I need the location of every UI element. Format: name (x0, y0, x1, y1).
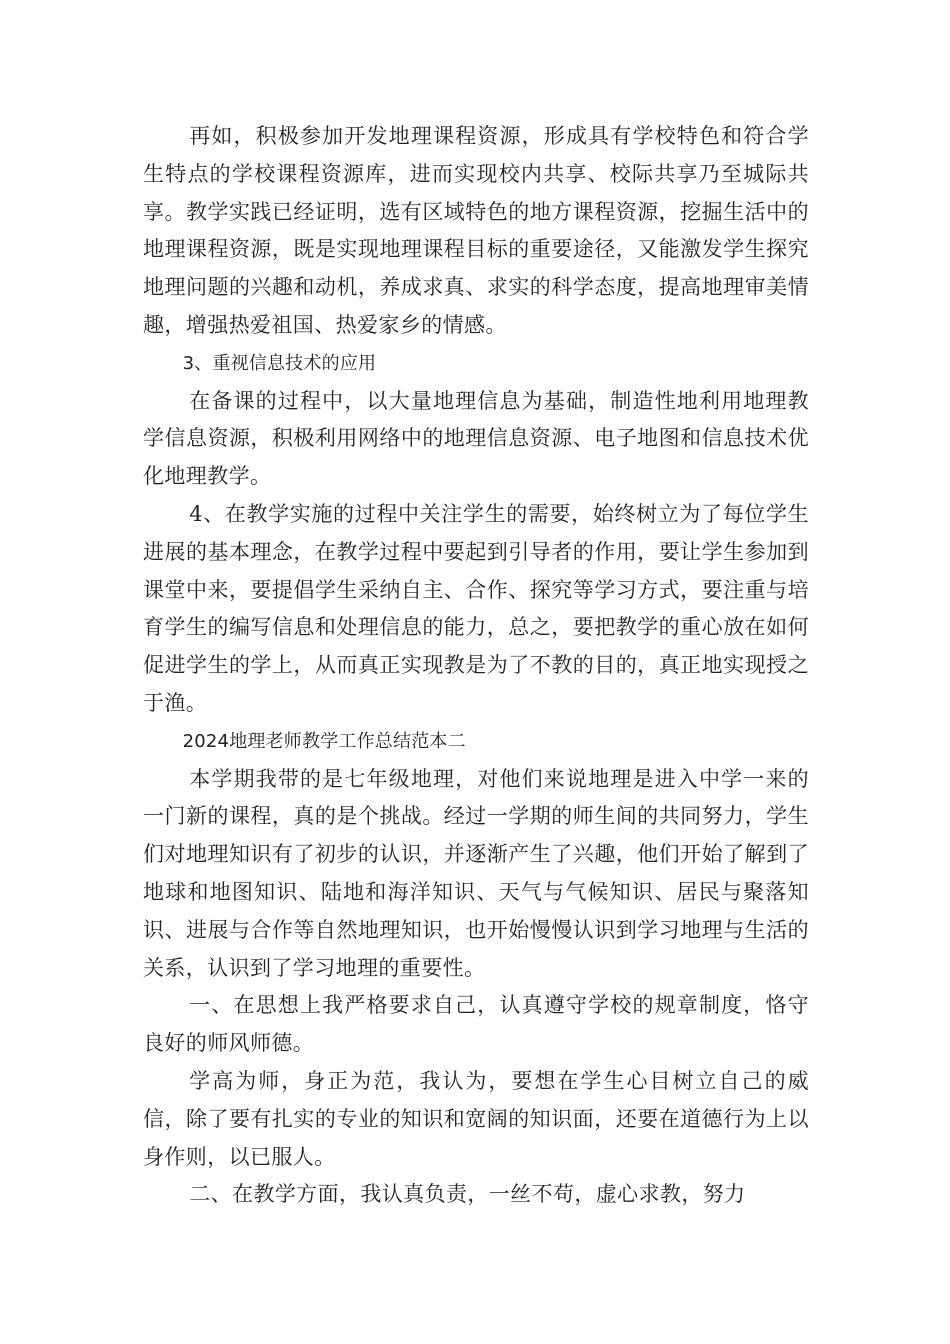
paragraph-student-needs: 4、在教学实施的过程中关注学生的需要，始终树立为了每位学生进展的基本理念，在教学过程中要起到引导者的作用，要让学生参加到课堂中来，要提倡学生采纳自主、合作、探究等学习方式，要注重与培育学生的编写信息和处理信息的能力，总之，要把教学的重心放在如何促进学生的学上，从而真正实现教是为了不教的目的，真正地实现授之于渔。 (143, 501, 809, 715)
paragraph-curriculum-resources: 再如，积极参加开发地理课程资源，形成具有学校特色和符合学生特点的学校课程资源库，进而实现校内共享、校际共享乃至城际共享。教学实践已经证明，选有区域特色的地方课程资源，挖掘生活中的地理课程资源，既是实现地理课程目标的重要途径，又能激发学生探究地理问题的兴趣和动机，养成求真、求实的科学态度，提高地理审美情趣，增强热爱祖国、热爱家乡的情感。 (143, 124, 809, 337)
paragraph-semester-intro: 本学期我带的是七年级地理，对他们来说地理是进入中学一来的一门新的课程，真的是个挑战。经过一学期的师生间的共同努力，学生们对地理知识有了初步的认识，并逐渐产生了兴趣，他们开始了解到了地球和地图知识、陆地和海洋知识、天气与气候知识、居民与聚落知识、进展与合作等自然地理知识，也开始慢慢认识到学习地理与生活的关系，认识到了学习地理的重要性。 (143, 766, 809, 980)
document-body (143, 118, 809, 1214)
paragraph-lesson-preparation: 在备课的过程中，以大量地理信息为基础，制造性地利用地理教学信息资源，积极利用网络中的地理信息资源、电子地图和信息技术优化地理教学。 (143, 388, 809, 489)
document-section-title: 2024地理老师教学工作总结范本二 (182, 730, 466, 752)
paragraph-teaching: 二、在教学方面，我认真负责，一丝不苟，虚心求教，努力 (189, 1182, 746, 1207)
section-heading-info-tech: 3、重视信息技术的应用 (182, 352, 377, 374)
paragraph-teacher-ethics: 学高为师，身正为范，我认为，要想在学生心目树立自己的威信，除了要有扎实的专业的知识和宽阔的知识面，还要在道德行为上以身作则，以已服人。 (143, 1068, 809, 1169)
paragraph-ideology: 一、在思想上我严格要求自己，认真遵守学校的规章制度，恪守良好的师风师德。 (143, 993, 809, 1056)
